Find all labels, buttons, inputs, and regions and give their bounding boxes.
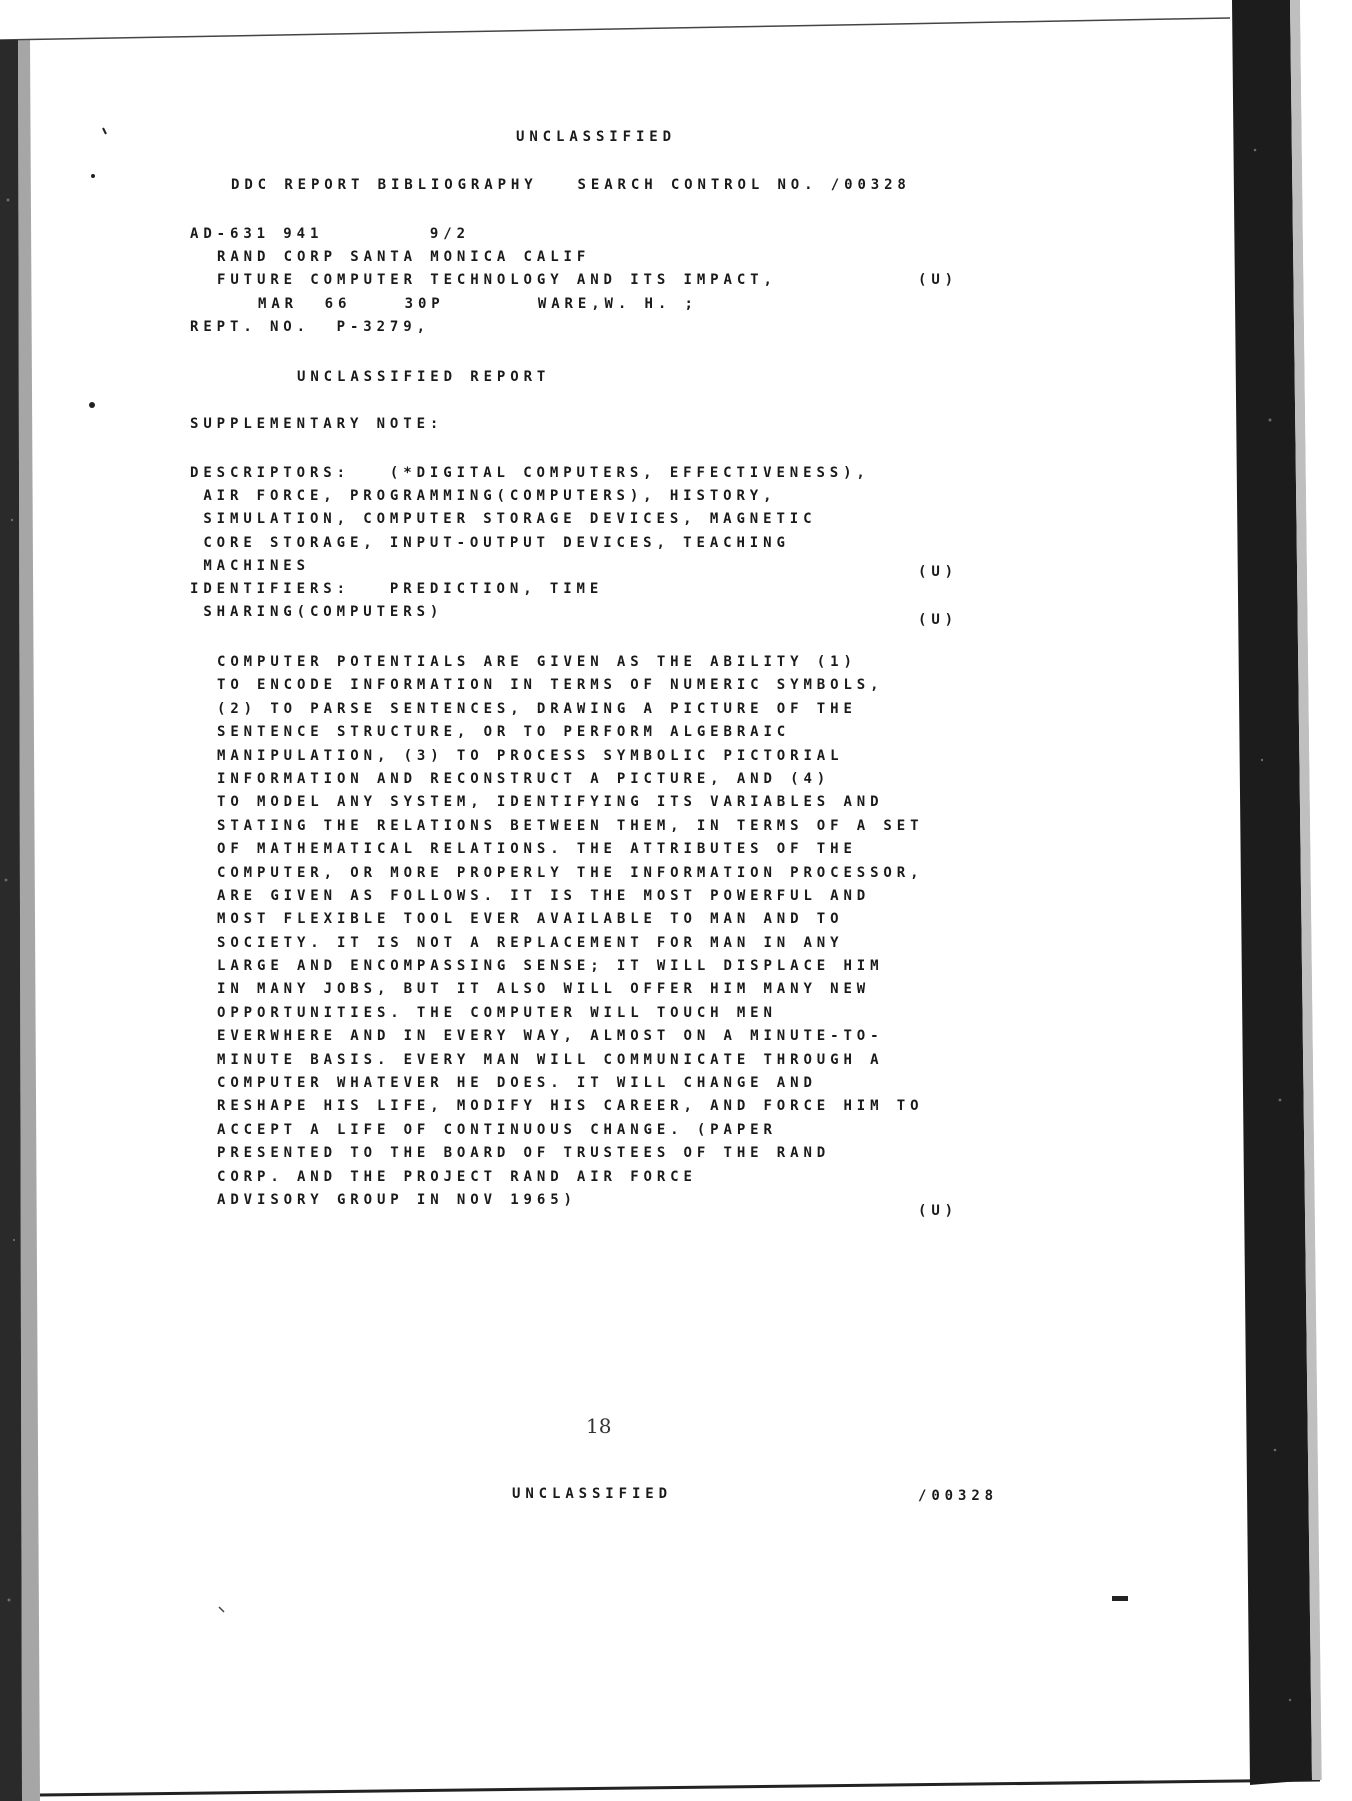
abstract-line: CORP. AND THE PROJECT RAND AIR FORCE xyxy=(217,1168,697,1185)
abstract-line: RESHAPE HIS LIFE, MODIFY HIS CAREER, AND FORCE HIM TO xyxy=(217,1098,924,1115)
abstract-line: ARE GIVEN AS FOLLOWS. IT IS THE MOST POWERFUL AND xyxy=(217,887,871,904)
abstract-line: SOCIETY. IT IS NOT A REPLACEMENT FOR MAN IN ANY xyxy=(217,934,844,951)
abstract-line: ACCEPT A LIFE OF CONTINUOUS CHANGE. (PAPER xyxy=(217,1121,777,1138)
report-classification: UNCLASSIFIED REPORT xyxy=(297,369,551,385)
abstract-line: LARGE AND ENCOMPASSING SENSE; IT WILL DISPLACE HIM xyxy=(217,958,884,975)
abstract-line: TO MODEL ANY SYSTEM, IDENTIFYING ITS VARIABLES AND xyxy=(217,794,884,811)
supplementary-note: SUPPLEMENTARY NOTE: xyxy=(190,416,444,432)
abstract-line: MINUTE BASIS. EVERY MAN WILL COMMUNICATE THROUGH A xyxy=(217,1051,884,1068)
descriptor-line: AIR FORCE, PROGRAMMING(COMPUTERS), HISTORY, xyxy=(190,488,777,505)
abstract-line: OF MATHEMATICAL RELATIONS. THE ATTRIBUTES OF THE xyxy=(217,841,857,858)
abstract-line: COMPUTER, OR MORE PROPERLY THE INFORMATION PROCESSOR, xyxy=(217,864,924,881)
descriptor-line: DESCRIPTORS: (*DIGITAL COMPUTERS, EFFECTIVENESS), xyxy=(190,465,870,481)
report-number: REPT. NO. P-3279, xyxy=(190,319,430,335)
descriptors-block xyxy=(190,462,870,624)
footer-control-number: /00328 xyxy=(918,1488,998,1504)
abstract-line: (2) TO PARSE SENTENCES, DRAWING A PICTURE OF THE xyxy=(217,700,857,717)
abstract-line: MANIPULATION, (3) TO PROCESS SYMBOLIC PICTORIAL xyxy=(217,747,844,764)
abstract-line: PRESENTED TO THE BOARD OF TRUSTEES OF THE RAND xyxy=(217,1145,831,1162)
abstract-line: EVERWHERE AND IN EVERY WAY, ALMOST ON A MINUTE-TO- xyxy=(217,1028,884,1045)
identifiers-line: SHARING(COMPUTERS) xyxy=(190,604,444,621)
report-title: FUTURE COMPUTER TECHNOLOGY AND ITS IMPACT, xyxy=(217,272,777,288)
corporate-source: RAND CORP SANTA MONICA CALIF xyxy=(217,249,591,265)
ad-number: AD-631 941 9/2 xyxy=(190,226,470,242)
abstract-line: SENTENCE STRUCTURE, OR TO PERFORM ALGEBRAIC xyxy=(217,724,791,741)
abstract-classification: (U) xyxy=(918,1203,958,1219)
abstract-line: COMPUTER POTENTIALS ARE GIVEN AS THE ABILITY (1) xyxy=(217,654,857,670)
descriptor-line: CORE STORAGE, INPUT-OUTPUT DEVICES, TEACHING xyxy=(190,534,790,551)
abstract-line: INFORMATION AND RECONSTRUCT A PICTURE, AND (4) xyxy=(217,770,831,787)
descriptor-line: SIMULATION, COMPUTER STORAGE DEVICES, MAGNETIC xyxy=(190,511,817,528)
identifiers-classification: (U) xyxy=(918,612,958,628)
abstract-line: OPPORTUNITIES. THE COMPUTER WILL TOUCH MEN xyxy=(217,1004,777,1021)
abstract xyxy=(217,651,923,1212)
abstract-line: ADVISORY GROUP IN NOV 1965) xyxy=(217,1191,577,1208)
footer-classification: UNCLASSIFIED xyxy=(512,1486,672,1502)
header-classification: UNCLASSIFIED xyxy=(516,129,676,145)
abstract-line: TO ENCODE INFORMATION IN TERMS OF NUMERIC SYMBOLS, xyxy=(217,677,884,694)
page-number: 18 xyxy=(586,1414,612,1438)
abstract-line: COMPUTER WHATEVER HE DOES. IT WILL CHANGE AND xyxy=(217,1075,817,1092)
abstract-line: MOST FLEXIBLE TOOL EVER AVAILABLE TO MAN AND TO xyxy=(217,911,844,928)
identifiers-line: IDENTIFIERS: PREDICTION, TIME xyxy=(190,580,604,597)
title-classification: (U) xyxy=(918,272,958,288)
date-pages-author: MAR 66 30P WARE,W. H. ; xyxy=(258,296,698,312)
descriptor-line: MACHINES xyxy=(190,557,310,574)
abstract-line: STATING THE RELATIONS BETWEEN THEM, IN TERMS OF A SET xyxy=(217,817,924,834)
descriptors-classification: (U) xyxy=(918,564,958,580)
abstract-line: IN MANY JOBS, BUT IT ALSO WILL OFFER HIM MANY NEW xyxy=(217,981,871,998)
bibliography-title: DDC REPORT BIBLIOGRAPHY SEARCH CONTROL NO. /00328 xyxy=(231,177,911,193)
